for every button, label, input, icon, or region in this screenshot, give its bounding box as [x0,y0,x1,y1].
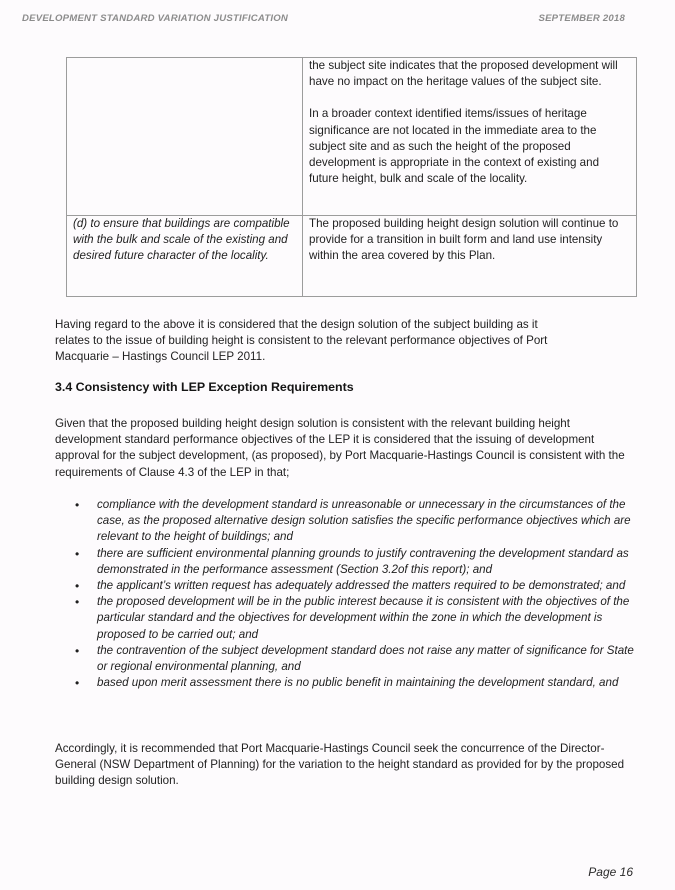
objective-cell: (d) to ensure that buildings are compatible with the bulk and scale of the existing and desired future character of the locality. [67,216,303,297]
bullet-text: compliance with the development standard is unreasonable or unnecessary in the circumstances of the case, as the proposed alternative design solution satisfies the specific performance objectives which are relevant to the height of buildings; and [97,498,631,544]
bullet-icon: • [75,595,80,610]
bullet-icon: • [75,676,80,691]
list-item [55,675,635,691]
list-item [55,578,635,594]
objectives-table [66,57,637,297]
response-cell [303,216,637,297]
response-paragraph: In a broader context identified items/issues of heritage significance are not located in the immediate area to the subject site and as such the height of the proposed development is appropriate in the context of existing and future height, bulk and scale of the locality. [309,107,600,186]
list-item [55,643,635,675]
bullet-text: the proposed development will be in the public interest because it is consistent with the objectives of the particular standard and the objectives for development within the zone in which the development is proposed to be carried out; and [97,595,630,641]
bullet-text: the contravention of the subject development standard does not raise any matter of significance for State or regional environmental planning, and [97,643,634,674]
list-item [55,594,635,643]
given-paragraph: Given that the proposed building height design solution is consistent with the relevant building height development standard performance objectives of the LEP it is considered that the issuing of development approval for the subject development, (as proposed), by Port Macquarie-Hastings Council is consistent with the requirements of Clause 4.3 of the LEP in that; [55,417,625,479]
running-header-date: SEPTEMBER 2018 [538,13,625,24]
response-paragraph: the subject site indicates that the proposed development will have no impact on the heritage values of the subject site. [309,59,618,89]
running-header-title: DEVELOPMENT STANDARD VARIATION JUSTIFICATION [22,13,289,24]
page-number: Page 16 [588,865,633,879]
list-item [55,497,635,546]
bullet-text: there are sufficient environmental planning grounds to justify contravening the development standard as demonstrated in the performance assessment (Section 3.2of this report); and [97,546,629,576]
table-row [67,216,637,297]
requirements-list [55,497,635,691]
bullet-text: the applicant’s written request has adequately addressed the matters required to be demonstrated; and [97,579,626,593]
bullet-icon: • [75,498,80,512]
list-item [55,546,635,578]
bullet-icon: • [75,579,80,594]
bullet-icon: • [75,643,80,658]
bullet-icon: • [75,546,80,561]
objective-cell [67,58,303,216]
table-row [67,58,637,216]
response-cell [303,58,637,216]
bullet-text: based upon merit assessment there is no public benefit in maintaining the development standard, and [97,676,619,690]
section-heading: 3.4 Consistency with LEP Exception Requirements [55,380,354,394]
response-paragraph: The proposed building height design solution will continue to provide for a transition in built form and land use intensity within the area covered by this Plan. [309,217,619,263]
regard-paragraph: Having regard to the above it is considered that the design solution of the subject building as it relates to the issue of building height is consistent to the relevant performance objectives of Port Macquarie – Hastings Council LEP 2011. [55,318,548,364]
accordingly-paragraph: Accordingly, it is recommended that Port Macquarie-Hastings Council seek the concurrence of the Director-General (NSW Department of Planning) for the variation to the height standard as provided for by the proposed building design solution. [55,742,625,788]
